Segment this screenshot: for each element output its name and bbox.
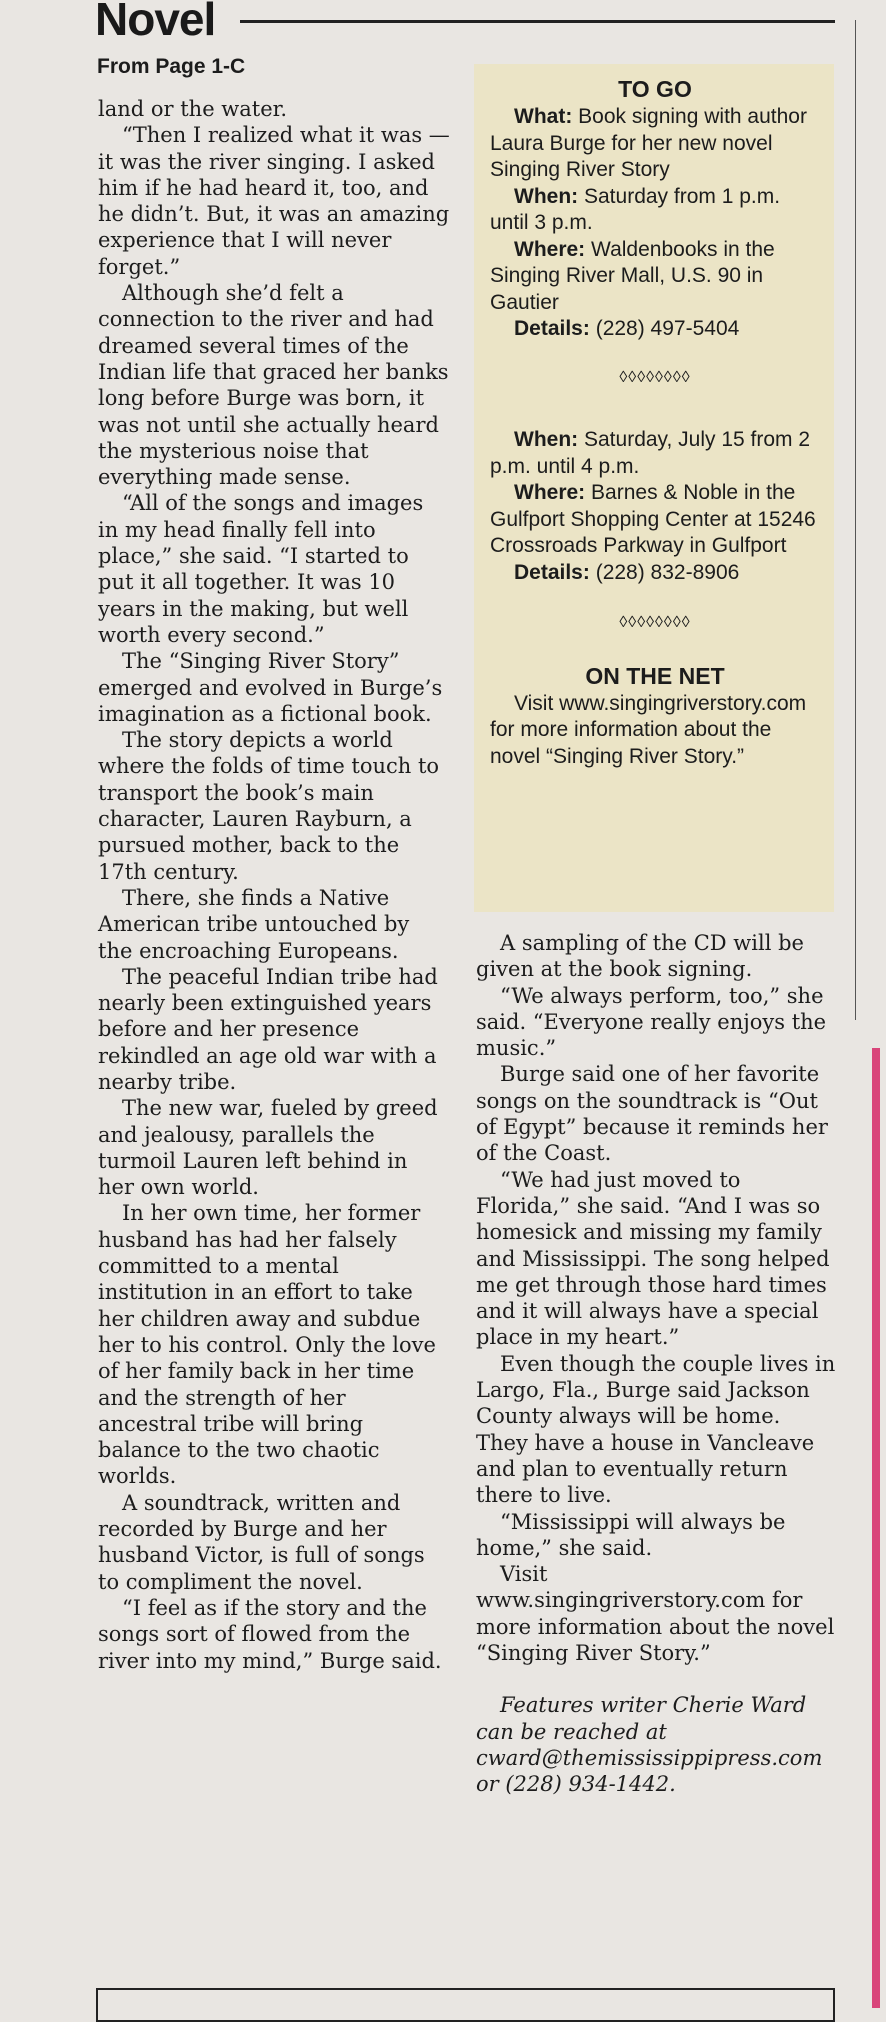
headline-rule [240, 20, 835, 23]
what-text: Book signing with author Laura Burge for her new novel Singing River Story [490, 105, 807, 181]
paragraph: A sampling of the CD will be given at the book signing. [476, 931, 804, 982]
paragraph: “We had just moved to Florida,” she said. “And I was so homesick and missing my family and Mississippi. The song helped me get through those hard times and it will always have a special place in my heart.” [476, 1167, 830, 1350]
details-label: Details: [514, 560, 590, 584]
paragraph: “We always perform, too,” she said. “Everyone really enjoys the music.” [476, 983, 827, 1061]
headline: Novel [95, 0, 216, 45]
bottom-box-border [96, 1988, 835, 2022]
when-line-2 [490, 427, 820, 480]
details-text: (228) 832-8906 [595, 560, 740, 584]
paragraph: In her own time, her former husband has had her falsely committed to a mental institution in an effort to take her children away and subdue her to his control. Only the love of her family back in her time and the strength of her ancestral tribe will bring balance to the two chaotic worlds. [98, 1201, 436, 1489]
what-line [490, 104, 820, 184]
paragraph: Although she’d felt a connection to the river and had dreamed several times of the Indian life that graced her banks long before Burge was born, it was not until she actually heard the mysterious noise that everything made sense. [98, 281, 449, 490]
when-line-1 [490, 184, 820, 237]
paragraph: A soundtrack, written and recorded by Burge and her husband Victor, is full of songs to compliment the novel. [98, 1490, 425, 1594]
details-line-2 [490, 560, 820, 587]
what-label: What: [514, 105, 573, 128]
paragraph: The “Singing River Story” emerged and evolved in Burge’s imagination as a fictional book. [98, 649, 443, 726]
where-text: Waldenbooks in the Singing River Mall, U.S. 90 in Gautier [490, 237, 775, 314]
details-label: Details: [514, 317, 590, 340]
paragraph: Visit www.singingriverstory.com for more information about the novel “Singing River Story.” [476, 1562, 835, 1666]
when-label: When: [514, 428, 579, 451]
diamond-divider: ◊◊◊◊◊◊◊◊ [619, 368, 691, 386]
when-text: Saturday from 1 p.m. until 3 p.m. [490, 184, 781, 234]
paragraph: “All of the songs and images in my head finally fell into place,” she said. “I started to put it all together. It was 10 years in the making, but well worth every second.” [98, 491, 424, 647]
paragraph: Burge said one of her favorite songs on the soundtrack is “Out of Egypt” because it reminds her of the Coast. [476, 1062, 828, 1166]
paragraph: The peaceful Indian tribe had nearly been extinguished years before and her presence rekindled an age old war with a nearby tribe. [98, 964, 438, 1094]
paragraph: “Then I realized what it was — it was the river singing. I asked him if he had heard it, too, and he didn’t. But, it was an amazing experience that I will never forget.” [98, 123, 450, 279]
paragraph: The new war, fueled by greed and jealousy, parallels the turmoil Lauren left behind in her own world. [98, 1096, 438, 1200]
to-go-info-box [474, 64, 834, 912]
where-label: Where: [514, 481, 586, 504]
where-text: Barnes & Noble in the Gulfport Shopping Center at 15246 Crossroads Parkway in Gulfport [490, 481, 816, 557]
details-text: (228) 497-5404 [595, 317, 740, 340]
on-the-net-text: Visit www.singingriverstory.com for more information about the novel “Singing River Story.” [490, 691, 807, 768]
continuation-label: From Page 1-C [97, 55, 246, 78]
paragraph: There, she finds a Native American tribe untouched by the encroaching Europeans. [98, 885, 410, 963]
paragraph: Even though the couple lives in Largo, Fla., Burge said Jackson County always will be home. They have a house in Vancleave and plan to eventually return there to live. [476, 1351, 836, 1508]
when-text: Saturday, July 15 from 2 p.m. until 4 p.m. [490, 428, 811, 478]
paragraph: “Mississippi will always be home,” she said. [476, 1509, 786, 1560]
where-label: Where: [514, 237, 586, 261]
paragraph: “I feel as if the story and the songs sort of flowed from the river into my mind,” Burge said. [98, 1595, 442, 1673]
left-column [98, 96, 450, 1674]
column-rule [855, 20, 856, 1020]
paragraph: The story depicts a world where the folds of time touch to transport the book’s main character, Lauren Rayburn, a pursued mother, back to the 17th century. [98, 728, 440, 884]
paragraph: land or the water. [98, 97, 288, 121]
when-label: When: [514, 184, 579, 208]
diamond-divider: ◊◊◊◊◊◊◊◊ [619, 614, 691, 631]
on-the-net-title: ON THE NET [585, 662, 725, 689]
details-line-1 [490, 316, 820, 343]
where-line-2 [490, 480, 820, 560]
right-column [476, 930, 836, 1798]
to-go-title: TO GO [618, 76, 692, 102]
writer-byline: Features writer Cherie Ward can be reached at cward@themississippipress.com or (228) 934-1442. [476, 1693, 823, 1797]
where-line-1 [490, 237, 820, 317]
adjacent-article-edge [872, 1048, 880, 2008]
